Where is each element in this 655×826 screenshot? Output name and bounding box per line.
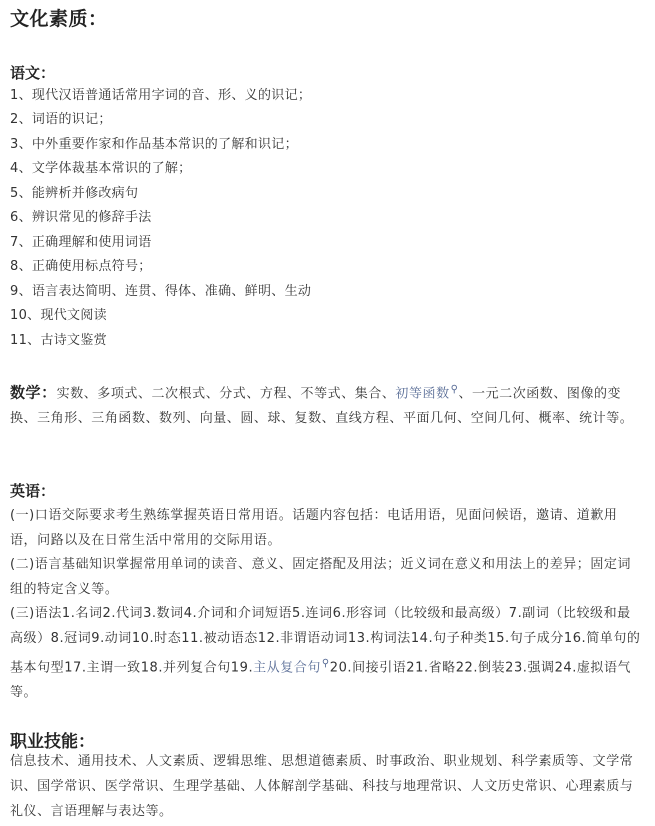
english-grammar-text-continued: 20.间接引语21.省略22.倒装23.强调24.虚拟语气等。	[10, 660, 632, 701]
magnifier-icon: ⚲	[321, 658, 330, 669]
english-paragraph-3	[10, 601, 643, 705]
list-item: 3、中外重要作家和作品基本常识的了解和识记；	[10, 137, 298, 152]
list-item: 5、能辨析并修改病句	[10, 186, 139, 201]
english-paragraph-2: (二)语言基础知识掌握常用单词的读音、意义、固定搭配及用法；近义词在意义和用法上的差异；固定词组的特定含义等。	[10, 557, 631, 597]
list-item: 4、文学体裁基本常识的了解；	[10, 161, 192, 176]
link-complex-sentence[interactable]: 主从复合句	[253, 660, 321, 676]
math-text-continued: 、一元二次函数、图像的变换、三角形、三角函数、数列、向量、圆、球、复数、直线方程、平面几何、空间几何、概率、统计等。	[10, 386, 634, 427]
list-item: 10、现代文阅读	[10, 308, 107, 323]
english-grammar-text: (三)语法1.名词2.代词3.数词4.介词和介词短语5.连词6.形容词（比较级和最高级）7.副词（比较级和最高级）8.冠词9.动词10.时态11.被动语态12.非谓语动词13.构词法14.句子种类15.句子成分16.简单句的基本句型17.主谓一致18.并列复合句19.	[10, 606, 641, 676]
chinese-heading: 语文：	[10, 64, 56, 82]
list-item: 6、辨识常见的修辞手法	[10, 210, 152, 225]
math-paragraph	[10, 377, 643, 431]
list-item: 2、词语的识记；	[10, 112, 112, 127]
list-item: 8、正确使用标点符号；	[10, 259, 152, 274]
vocational-heading: 职业技能：	[10, 732, 95, 752]
english-heading: 英语：	[10, 482, 56, 500]
link-elementary-functions[interactable]: 初等函数	[395, 386, 450, 402]
list-item: 11、古诗文鉴赏	[10, 333, 107, 348]
magnifier-icon: ⚲	[450, 384, 459, 395]
english-paragraph-1: (一)口语交际要求考生熟练掌握英语日常用语。话题内容包括：电话用语，见面问候语，邀请、道歉用语，问路以及在日常生活中常用的交际用语。	[10, 508, 618, 548]
math-text: 实数、多项式、二次根式、分式、方程、不等式、集合、	[56, 386, 396, 402]
vocational-paragraph: 信息技术、通用技术、人文素质、逻辑思维、思想道德素质、时事政治、职业规划、科学素质等、文学常识、国学常识、医学常识、生理学基础、人体解剖学基础、科技与地理常识、人文历史常识、心理素质与礼仪、言语理解与表达等。	[10, 754, 634, 819]
math-heading: 数学：	[10, 383, 57, 402]
list-item: 1、现代汉语普通话常用字词的音、形、义的识记；	[10, 88, 312, 103]
list-item: 9、语言表达简明、连贯、得体、准确、鲜明、生动	[10, 284, 312, 299]
page-title: 文化素质：	[10, 8, 108, 30]
list-item: 7、正确理解和使用词语	[10, 235, 152, 250]
